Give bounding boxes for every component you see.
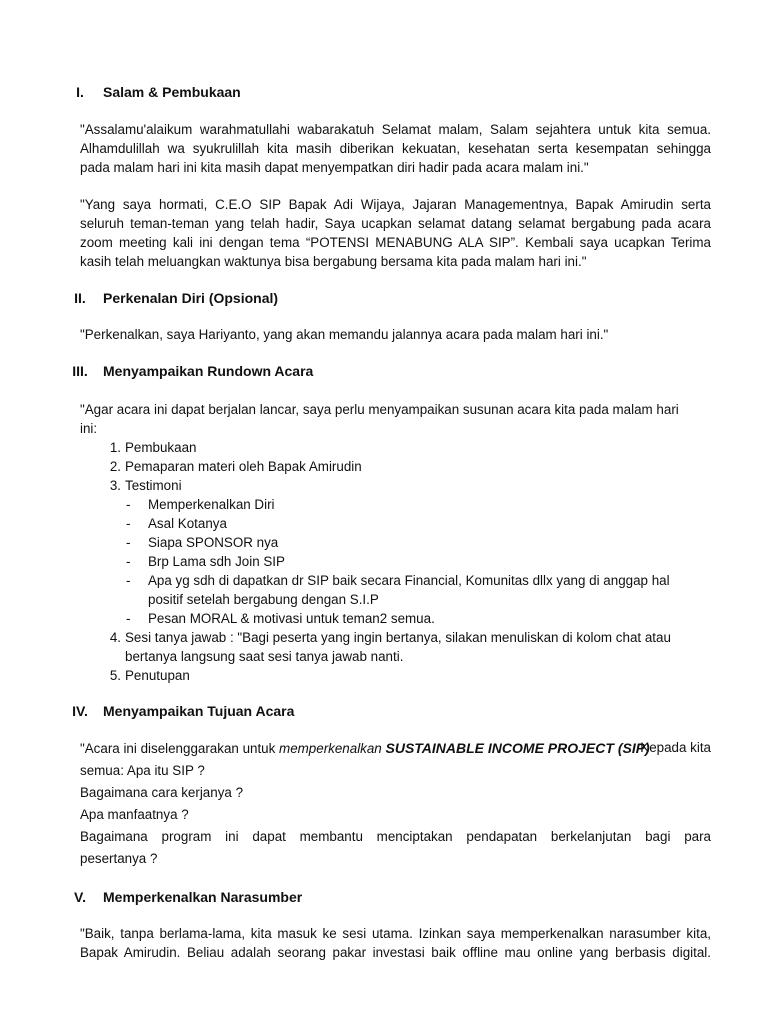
rundown-item-text: Sesi tanya jawab : "Bagi peserta yang ingin bertanya, silakan menuliskan di kolom chat atau (125, 630, 671, 645)
rundown-item (109, 666, 190, 685)
text-line: pesertanya ? (80, 851, 158, 866)
testimoni-sub-item (126, 552, 285, 571)
introduction-paragraph (80, 325, 711, 344)
welcome-paragraph (80, 195, 711, 271)
rundown-item-text: bertanya langsung saat sesi tanya jawab nanti. (125, 649, 404, 664)
sub-item-text: Apa yg sdh di dapatkan dr SIP baik secara Financial, Komunitas dllx yang di anggap hal (148, 573, 670, 588)
text-run: Kepada kita (640, 740, 711, 755)
text-line: "Agar acara ini dapat berjalan lancar, saya perlu menyampaikan susunan acara kita pada malam hari (80, 402, 679, 417)
text-line: zoom meeting kali ini dengan tema “POTENSI MENABUNG ALA SIP”. Kembali saya ucapkan Terima (80, 235, 711, 250)
text-line: "Yang saya hormati, C.E.O SIP Bapak Adi Wijaya, Jajaran Managementnya, Bapak Amirudin serta (80, 197, 711, 212)
section-title: Perkenalan Diri (Opsional) (103, 290, 279, 306)
section-number: III. (72, 363, 88, 379)
rundown-intro (80, 400, 711, 438)
dash-marker: - (126, 573, 131, 588)
text-line: pada malam hari ini kita masih dapat menyempatkan diri hadir pada acara malam ini." (80, 160, 589, 175)
section-heading-5 (0, 887, 768, 907)
text-line: Bagaimana program ini dapat membantu menciptakan pendapatan berkelanjutan bagi para (80, 829, 711, 844)
section-number: I. (76, 84, 84, 100)
sub-item-text: Asal Kotanya (148, 516, 227, 531)
list-marker: 4. (109, 630, 121, 645)
text-line: "Assalamu'alaikum warahmatullahi wabarakatuh Selamat malam, Salam sejahtera untuk kita semua. (80, 122, 711, 137)
dash-marker: - (126, 497, 131, 512)
testimoni-sub-item (126, 533, 279, 552)
section-heading-4 (0, 701, 768, 721)
purpose-line-1 (80, 737, 711, 760)
purpose-paragraph (80, 737, 711, 870)
text-line: Alhamdulillah wa syukrulillah kita masih diberikan kekuatan, kesehatan serta kesempatan sehingga (80, 141, 711, 156)
sub-item-continuation (148, 590, 379, 609)
section-heading-1 (0, 82, 768, 102)
list-marker: 2. (109, 459, 121, 474)
section-number: II. (74, 290, 86, 306)
list-marker: 3. (109, 478, 121, 493)
section-title: Memperkenalkan Narasumber (103, 889, 303, 905)
dash-marker: - (126, 535, 131, 550)
sub-item-text: positif setelah bergabung dengan S.I.P (148, 592, 379, 607)
bold-italic-text: SUSTAINABLE INCOME PROJECT (SIP) (385, 740, 650, 756)
list-marker: 5. (109, 668, 121, 683)
list-marker: 1. (109, 440, 121, 455)
section-title: Salam & Pembukaan (103, 84, 241, 100)
text-line: ini: (80, 421, 98, 436)
speaker-paragraph (80, 924, 711, 962)
rundown-item (109, 476, 182, 495)
dash-marker: - (126, 554, 131, 569)
rundown-item (109, 438, 197, 457)
section-number: V. (74, 889, 86, 905)
rundown-item-text: Pemaparan materi oleh Bapak Amirudin (125, 459, 362, 474)
rundown-item (109, 628, 671, 647)
section-heading-2 (0, 288, 768, 308)
sub-item-text: Memperkenalkan Diri (148, 497, 275, 512)
text-line: Apa manfaatnya ? (80, 807, 189, 822)
italic-text: memperkenalkan (279, 741, 382, 756)
testimoni-sub-item (126, 495, 275, 514)
sub-item-text: Brp Lama sdh Join SIP (148, 554, 285, 569)
text-line: "Baik, tanpa berlama-lama, kita masuk ke sesi utama. Izinkan saya memperkenalkan narasumber kita, (80, 926, 711, 941)
testimoni-sub-item (126, 571, 670, 590)
dash-marker: - (126, 611, 131, 626)
testimoni-sub-item (126, 514, 227, 533)
greeting-paragraph (80, 120, 711, 177)
text-line: kasih telah meluangkan waktunya bisa bergabung bersama kita pada malam hari ini." (80, 254, 587, 269)
rundown-item (109, 457, 362, 476)
section-number: IV. (72, 703, 88, 719)
section-title: Menyampaikan Rundown Acara (103, 363, 314, 379)
text-line: seluruh teman-teman yang telah hadir, Saya ucapkan selamat datang selamat bergabung pada acara (80, 216, 711, 231)
rundown-item-text: Pembukaan (125, 440, 197, 455)
rundown-item-text: Testimoni (125, 478, 182, 493)
dash-marker: - (126, 516, 131, 531)
section-heading-3 (0, 361, 768, 381)
testimoni-sub-item (126, 609, 435, 628)
text-line: Bagaimana cara kerjanya ? (80, 785, 244, 800)
text-line: "Perkenalkan, saya Hariyanto, yang akan memandu jalannya acara pada malam hari ini." (80, 327, 609, 342)
section-title: Menyampaikan Tujuan Acara (103, 703, 295, 719)
rundown-item-continuation (125, 647, 403, 666)
text-run: "Acara ini diselenggarakan untuk (80, 741, 280, 756)
text-line: Bapak Amirudin. Beliau adalah seorang pakar investasi baik offline mau online yang berbasis digital. (80, 945, 711, 960)
text-line: semua: Apa itu SIP ? (80, 763, 205, 778)
sub-item-text: Siapa SPONSOR nya (148, 535, 279, 550)
sub-item-text: Pesan MORAL & motivasi untuk teman2 semua. (148, 611, 435, 626)
rundown-item-text: Penutupan (125, 668, 190, 683)
